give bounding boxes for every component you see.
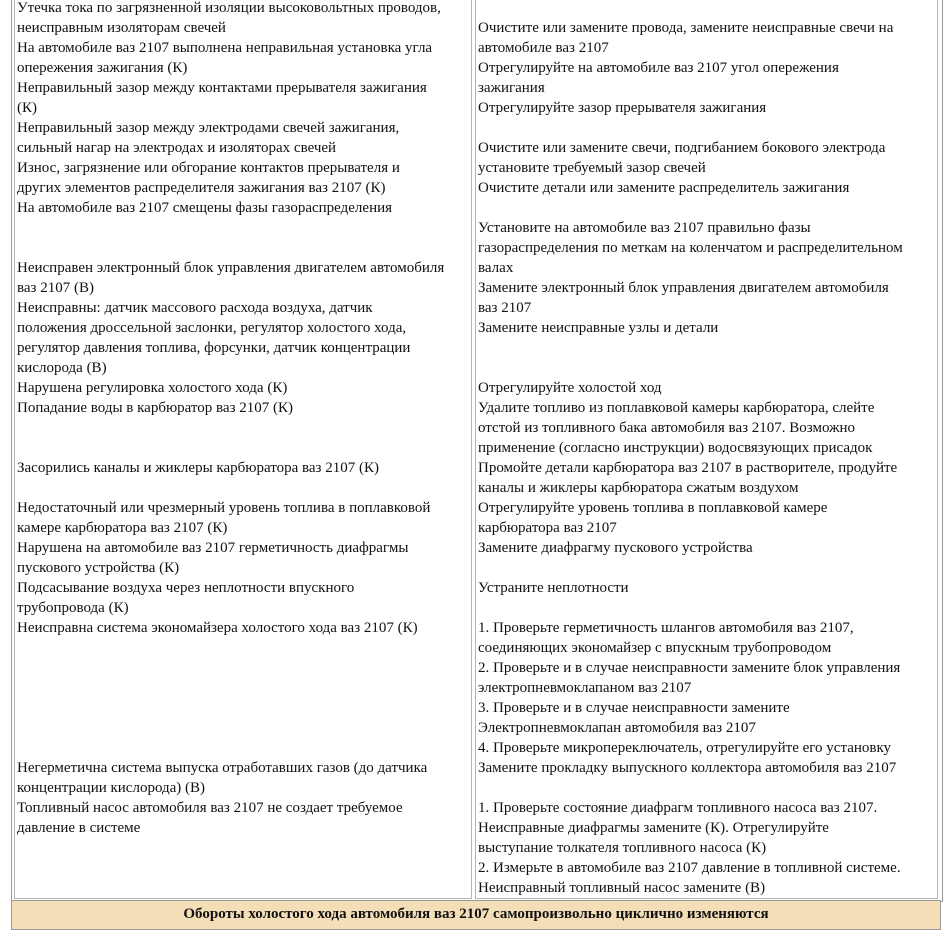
cause-text-line: камере карбюратора ваз 2107 (К) — [17, 520, 228, 536]
remedy-text-line: применение (согласно инструкции) водосвязующих присадок — [478, 440, 873, 456]
causes-column — [14, 0, 472, 899]
cause-text-line: Неисправны: датчик массового расхода воздуха, датчик — [17, 300, 373, 316]
remedy-text-line: Отрегулируйте на автомобиле ваз 2107 угол опережения — [478, 60, 839, 76]
cause-text-line: Нарушена регулировка холостого хода (К) — [17, 380, 288, 396]
cause-text-line: Неисправен электронный блок управления двигателем автомобиля — [17, 260, 445, 276]
cause-text-line: Недостаточный или чрезмерный уровень топлива в поплавковой — [17, 500, 431, 516]
remedy-text-line: Удалите топливо из поплавковой камеры карбюратора, слейте — [478, 400, 875, 416]
remedy-text-line: 2. Измерьте в автомобиле ваз 2107 давление в топливной системе. — [478, 860, 901, 876]
cause-text-line: На автомобиле ваз 2107 смещены фазы газораспределения — [17, 200, 393, 216]
remedy-text-line: Отрегулируйте зазор прерывателя зажигания — [478, 100, 767, 116]
cause-text-line: Утечка тока по загрязненной изоляции высоковольтных проводов, — [17, 0, 441, 16]
remedy-text-line: соединяющих экономайзер с впускным трубопроводом — [478, 640, 832, 656]
cause-text-line: Неправильный зазор между электродами свечей зажигания, — [17, 120, 400, 136]
remedy-text-line: Промойте детали карбюратора ваз 2107 в растворителе, продуйте — [478, 460, 898, 476]
troubleshooting-table — [11, 0, 943, 902]
remedy-text-line: Электропневмоклапан автомобиля ваз 2107 — [478, 720, 756, 736]
cause-text-line: Нарушена на автомобиле ваз 2107 герметичность диафрагмы — [17, 540, 409, 556]
remedy-text-line: 3. Проверьте и в случае неисправности замените — [478, 700, 790, 716]
cause-text-line: Засорились каналы и жиклеры карбюратора ваз 2107 (К) — [17, 460, 379, 476]
cause-text-line: регулятор давления топлива, форсунки, датчик концентрации — [17, 340, 411, 356]
remedy-text-line: автомобиле ваз 2107 — [478, 40, 609, 56]
remedy-text-line: Замените электронный блок управления двигателем автомобиля — [478, 280, 889, 296]
cause-text-line: неисправным изоляторам свечей — [17, 20, 226, 36]
cause-text-line: других элементов распределителя зажигания ваз 2107 (К) — [17, 180, 386, 196]
cause-text-line: кислорода (В) — [17, 360, 107, 376]
remedy-text-line: зажигания — [478, 80, 545, 96]
remedy-text-line: карбюратора ваз 2107 — [478, 520, 617, 536]
remedy-text-line: валах — [478, 260, 514, 276]
cause-text-line: Неправильный зазор между контактами прерывателя зажигания — [17, 80, 427, 96]
cause-text-line: Топливный насос автомобиля ваз 2107 не создает требуемое — [17, 800, 403, 816]
remedy-text-line: Отрегулируйте холостой ход — [478, 380, 662, 396]
remedy-text-line: 4. Проверьте микропереключатель, отрегулируйте его установку — [478, 740, 892, 756]
remedy-text-line: Замените диафрагму пускового устройства — [478, 540, 753, 556]
cause-text-line: опережения зажигания (К) — [17, 60, 188, 76]
remedy-text-line: Отрегулируйте уровень топлива в поплавковой камере — [478, 500, 828, 516]
remedy-text-line: 1. Проверьте состояние диафрагм топливного насоса ваз 2107. — [478, 800, 878, 816]
remedy-text-line: Замените прокладку выпускного коллектора автомобиля ваз 2107 — [478, 760, 897, 776]
cause-text-line: давление в системе — [17, 820, 141, 836]
remedy-text-line: ваз 2107 — [478, 300, 532, 316]
section-header-title: Обороты холостого хода автомобиля ваз 2107 самопроизвольно циклично изменяются — [183, 906, 769, 922]
remedy-text-line: Очистите или замените свечи, подгибанием бокового электрода — [478, 140, 886, 156]
cause-text-line: Износ, загрязнение или обгорание контактов прерывателя и — [17, 160, 400, 176]
cause-text-line: (К) — [17, 100, 37, 116]
remedy-text-line: Очистите или замените провода, замените неисправные свечи на — [478, 20, 894, 36]
cause-text-line: Попадание воды в карбюратор ваз 2107 (К) — [17, 400, 294, 416]
cause-text-line: Негерметична система выпуска отработавших газов (до датчика — [17, 760, 428, 776]
remedy-text-line: Устраните неплотности — [478, 580, 629, 596]
remedy-text-line: Неисправные диафрагмы замените (К). Отрегулируйте — [478, 820, 829, 836]
section-header-row — [11, 900, 941, 930]
remedy-text-line: каналы и жиклеры карбюратора сжатым воздухом — [478, 480, 799, 496]
remedy-text-line: Замените неисправные узлы и детали — [478, 320, 719, 336]
remedy-text-line: 1. Проверьте герметичность шлангов автомобиля ваз 2107, — [478, 620, 854, 636]
remedy-text-line: Неисправный топливный насос замените (В) — [478, 880, 766, 896]
remedies-column — [475, 0, 938, 899]
cause-text-line: Неисправна система экономайзера холостого хода ваз 2107 (К) — [17, 620, 418, 636]
remedy-text-line: отстой из топливного бака автомобиля ваз 2107. Возможно — [478, 420, 855, 436]
cause-text-line: положения дроссельной заслонки, регулятор холостого хода, — [17, 320, 407, 336]
cause-text-line: концентрации кислорода) (В) — [17, 780, 206, 796]
cause-text-line: трубопровода (К) — [17, 600, 129, 616]
cause-text-line: Подсасывание воздуха через неплотности впускного — [17, 580, 355, 596]
remedy-text-line: Установите на автомобиле ваз 2107 правильно фазы — [478, 220, 811, 236]
cause-text-line: На автомобиле ваз 2107 выполнена неправильная установка угла — [17, 40, 433, 56]
cause-text-line: пускового устройства (К) — [17, 560, 180, 576]
remedy-text-line: установите требуемый зазор свечей — [478, 160, 706, 176]
remedy-text-line: выступание толкателя топливного насоса (К) — [478, 840, 767, 856]
cause-text-line: ваз 2107 (В) — [17, 280, 94, 296]
cause-text-line: сильный нагар на электродах и изоляторах свечей — [17, 140, 337, 156]
remedy-text-line: газораспределения по меткам на коленчатом и распределительном — [478, 240, 903, 256]
remedy-text-line: Очистите детали или замените распределитель зажигания — [478, 180, 850, 196]
remedy-text-line: 2. Проверьте и в случае неисправности замените блок управления — [478, 660, 901, 676]
remedy-text-line: электропневмоклапаном ваз 2107 — [478, 680, 692, 696]
